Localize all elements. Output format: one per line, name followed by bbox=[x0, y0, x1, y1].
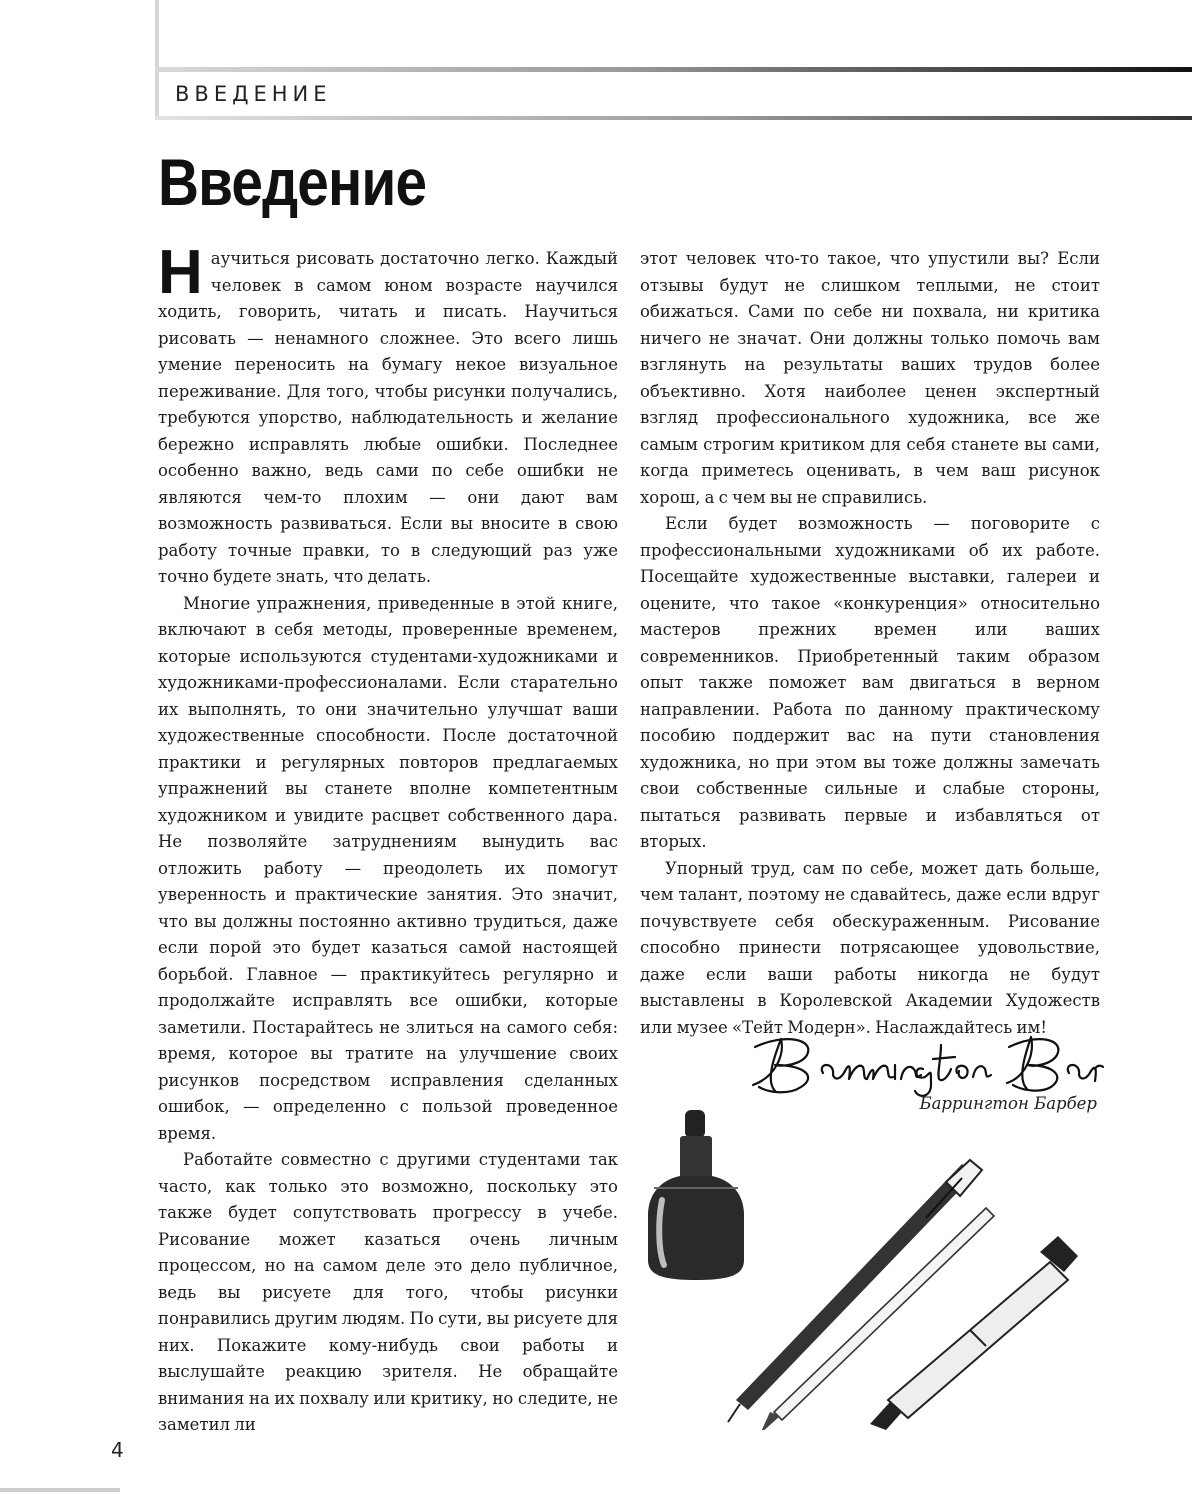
dip-pen-icon bbox=[760, 1208, 994, 1430]
fineliner-pen-icon bbox=[870, 1236, 1078, 1430]
paragraph: Работайте совместно с другими студентами так часто, как только это возможно, поскольку это также будет сопутствовать прогрессу в учебе. Рисование может казаться очень личным процессом, но на самом деле это дело публичное, ведь вы рисуете для того, чтобы рисунки понравились другим людям. По сути, вы рисуете для них. Покажите кому-нибудь свои работы и выслушайте реакцию зрителя. Не обращайте внимания на их похвалу или критику, но следите, не заметил ли bbox=[158, 1150, 618, 1434]
paragraph: этот человек что-то такое, что упустили вы? Если отзывы будут не слишком теплыми, не стоит обижаться. Сами по себе ни похвала, ни критика ничего не значат. Они должны только помочь вам взглянуть на результаты ваших трудов более объективно. Хотя наиболее ценен экспертный взгляд профессионального художника, все же самым строгим критиком для себя станете вы сами, когда приметесь оценивать, в чем ваш рисунок хорош, а с чем вы не справились. bbox=[640, 249, 1100, 507]
running-header: ВВЕДЕНИЕ bbox=[175, 82, 332, 106]
header-top-rule bbox=[155, 67, 1192, 72]
ink-bottle-icon bbox=[648, 1110, 744, 1280]
right-column bbox=[640, 246, 1100, 1041]
drop-cap: Н bbox=[158, 238, 203, 307]
page-title: Введение bbox=[158, 145, 427, 219]
paragraph-text: аучиться рисовать достаточно легко. Каждый человек в самом юном возрасте научился ходить, говорить, читать и писать. Научиться рисовать — ненамного сложнее. Это всего лишь умение переносить на бумагу некое визуальное переживание. Для того, чтобы рисунки получались, требуются упорство, наблюдательность и желание бережно исправлять любые ошибки. Последнее особенно важно, ведь сами по себе ошибки не являются чем-то плохим — они дают вам возможность развиваться. Если вы вносите в свою работу точные правки, то в следующий раз уже точно будете знать, что делать. bbox=[158, 249, 618, 586]
paragraph: Многие упражнения, приведенные в этой книге, включают в себя методы, проверенные временем, которые используются студентами-художниками и художниками-профессионалами. Если старательно их выполнять, то они значительно улучшат ваши художественные способности. После достаточной практики и регулярных повторов предлагаемых упражнений вы станете вполне компетентным художником и увидите расцвет собственного дара. Не позволяйте затруднениям вынудить вас отложить работу — преодолеть их помогут уверенность и практические занятия. Это значит, что вы должны постоянно активно трудиться, даже если порой это будет казаться самой настоящей борьбой. Главное — практикуйтесь регулярно и продолжайте исправлять все ошибки, которые заметили. Постарайтесь не злиться на самого себя: время, которое вы тратите на улучшение своих рисунков посредством исправления сделанных ошибок, — определенно с пользой проведенное время. bbox=[158, 593, 618, 1143]
header-vertical-rule bbox=[155, 0, 159, 120]
ink-and-pens-illustration bbox=[640, 1100, 1095, 1430]
page-number: 4 bbox=[111, 1438, 124, 1462]
left-column bbox=[158, 238, 618, 1439]
paragraph: Если будет возможность — поговорите с профессиональными художниками об их работе. Посещайте художественные выставки, галереи и оцените, что такое «конкуренция» относительно мастеров прежних времен или ваших современников. Приобретенный таким образом опыт также поможет вам двигаться в верном направлении. Работа по данному практическому пособию поддержит вас на пути становления художника, но при этом вы тоже должны замечать свои собственные сильные и слабые стороны, пытаться развивать первые и избавляться от вторых. bbox=[640, 514, 1100, 851]
footer-rule bbox=[0, 1488, 120, 1492]
signature-caption: Баррингтон Барбер bbox=[919, 1094, 1097, 1113]
paragraph: Упорный труд, сам по себе, может дать больше, чем талант, поэтому не сдавайтесь, даже если вдруг почувствуете себя обескураженным. Рисование способно принести потрясающее удовольствие, даже если ваши работы никогда не будут выставлены в Королевской Академии Художеств или музее «Тейт Модерн». Наслаждайтесь им! bbox=[640, 858, 1100, 1037]
paragraph bbox=[158, 238, 618, 591]
header-bottom-rule bbox=[155, 116, 1192, 120]
handwritten-signature bbox=[745, 1025, 1105, 1105]
